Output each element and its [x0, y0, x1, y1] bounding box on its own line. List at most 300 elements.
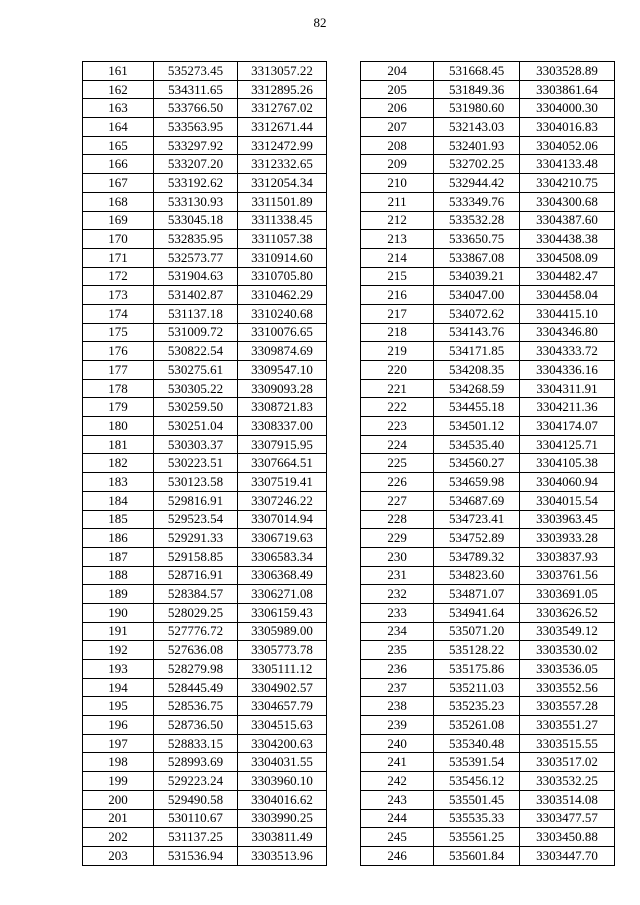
- point-number-cell: 161: [83, 62, 154, 81]
- x-coordinate-cell: 528029.25: [154, 603, 238, 622]
- y-coordinate-cell: 3303528.89: [520, 62, 615, 81]
- point-number-cell: 176: [83, 342, 154, 361]
- table-row: [83, 772, 327, 791]
- y-coordinate-cell: 3304346.80: [520, 323, 615, 342]
- table-row: [361, 566, 615, 585]
- coordinate-table-right: [360, 61, 615, 866]
- table-row: [83, 510, 327, 529]
- y-coordinate-cell: 3303837.93: [520, 547, 615, 566]
- y-coordinate-cell: 3309547.10: [238, 361, 327, 380]
- table-row: [83, 118, 327, 137]
- y-coordinate-cell: 3305111.12: [238, 660, 327, 679]
- x-coordinate-cell: 528536.75: [154, 697, 238, 716]
- point-number-cell: 169: [83, 211, 154, 230]
- x-coordinate-cell: 535261.08: [434, 716, 520, 735]
- table-row: [361, 491, 615, 510]
- point-number-cell: 210: [361, 174, 434, 193]
- table-row: [83, 304, 327, 323]
- point-number-cell: 230: [361, 547, 434, 566]
- table-row: [83, 734, 327, 753]
- point-number-cell: 216: [361, 286, 434, 305]
- x-coordinate-cell: 532835.95: [154, 230, 238, 249]
- table-row: [361, 641, 615, 660]
- table-row: [83, 828, 327, 847]
- y-coordinate-cell: 3303933.28: [520, 529, 615, 548]
- point-number-cell: 191: [83, 622, 154, 641]
- point-number-cell: 233: [361, 603, 434, 622]
- point-number-cell: 224: [361, 435, 434, 454]
- x-coordinate-cell: 535340.48: [434, 734, 520, 753]
- point-number-cell: 242: [361, 772, 434, 791]
- table-row: [361, 678, 615, 697]
- point-number-cell: 185: [83, 510, 154, 529]
- point-number-cell: 184: [83, 491, 154, 510]
- table-row: [83, 716, 327, 735]
- y-coordinate-cell: 3312332.65: [238, 155, 327, 174]
- y-coordinate-cell: 3312054.34: [238, 174, 327, 193]
- point-number-cell: 215: [361, 267, 434, 286]
- table-row: [361, 790, 615, 809]
- x-coordinate-cell: 531849.36: [434, 80, 520, 99]
- table-row: [361, 342, 615, 361]
- table-row: [83, 248, 327, 267]
- x-coordinate-cell: 528384.57: [154, 585, 238, 604]
- point-number-cell: 225: [361, 454, 434, 473]
- x-coordinate-cell: 534208.35: [434, 361, 520, 380]
- page-number: 82: [313, 15, 327, 30]
- table-row: [361, 267, 615, 286]
- x-coordinate-cell: 534039.21: [434, 267, 520, 286]
- x-coordinate-cell: 535601.84: [434, 846, 520, 865]
- table-row: [361, 660, 615, 679]
- table-row: [361, 417, 615, 436]
- coordinate-table-left: [82, 61, 327, 866]
- x-coordinate-cell: 533130.93: [154, 192, 238, 211]
- table-row: [83, 585, 327, 604]
- table-row: [83, 80, 327, 99]
- y-coordinate-cell: 3304336.16: [520, 361, 615, 380]
- y-coordinate-cell: 3304015.54: [520, 491, 615, 510]
- point-number-cell: 195: [83, 697, 154, 716]
- point-number-cell: 229: [361, 529, 434, 548]
- point-number-cell: 241: [361, 753, 434, 772]
- table-row: [83, 697, 327, 716]
- table-row: [83, 660, 327, 679]
- y-coordinate-cell: 3312472.99: [238, 136, 327, 155]
- table-row: [83, 790, 327, 809]
- y-coordinate-cell: 3303691.05: [520, 585, 615, 604]
- x-coordinate-cell: 534871.07: [434, 585, 520, 604]
- y-coordinate-cell: 3304508.09: [520, 248, 615, 267]
- y-coordinate-cell: 3304052.06: [520, 136, 615, 155]
- point-number-cell: 223: [361, 417, 434, 436]
- table-row: [361, 62, 615, 81]
- point-number-cell: 164: [83, 118, 154, 137]
- y-coordinate-cell: 3310705.80: [238, 267, 327, 286]
- y-coordinate-cell: 3304333.72: [520, 342, 615, 361]
- point-number-cell: 188: [83, 566, 154, 585]
- table-row: [83, 417, 327, 436]
- point-number-cell: 202: [83, 828, 154, 847]
- table-row: [83, 230, 327, 249]
- table-row: [361, 174, 615, 193]
- point-number-cell: 183: [83, 473, 154, 492]
- point-number-cell: 198: [83, 753, 154, 772]
- table-row: [83, 136, 327, 155]
- table-row: [83, 62, 327, 81]
- y-coordinate-cell: 3303626.52: [520, 603, 615, 622]
- table-row: [83, 603, 327, 622]
- table-row: [83, 846, 327, 865]
- table-row: [361, 603, 615, 622]
- y-coordinate-cell: 3303515.55: [520, 734, 615, 753]
- table-row: [361, 510, 615, 529]
- point-number-cell: 163: [83, 99, 154, 118]
- x-coordinate-cell: 530251.04: [154, 417, 238, 436]
- table-row: [83, 753, 327, 772]
- point-number-cell: 181: [83, 435, 154, 454]
- y-coordinate-cell: 3303811.49: [238, 828, 327, 847]
- y-coordinate-cell: 3303861.64: [520, 80, 615, 99]
- y-coordinate-cell: 3303536.05: [520, 660, 615, 679]
- y-coordinate-cell: 3304016.62: [238, 790, 327, 809]
- point-number-cell: 175: [83, 323, 154, 342]
- point-number-cell: 240: [361, 734, 434, 753]
- y-coordinate-cell: 3303990.25: [238, 809, 327, 828]
- point-number-cell: 208: [361, 136, 434, 155]
- table-row: [361, 622, 615, 641]
- y-coordinate-cell: 3306159.43: [238, 603, 327, 622]
- x-coordinate-cell: 534171.85: [434, 342, 520, 361]
- table-row: [361, 529, 615, 548]
- x-coordinate-cell: 534072.62: [434, 304, 520, 323]
- table-row: [83, 491, 327, 510]
- x-coordinate-cell: 534311.65: [154, 80, 238, 99]
- y-coordinate-cell: 3307664.51: [238, 454, 327, 473]
- x-coordinate-cell: 535128.22: [434, 641, 520, 660]
- x-coordinate-cell: 530305.22: [154, 379, 238, 398]
- y-coordinate-cell: 3303557.28: [520, 697, 615, 716]
- y-coordinate-cell: 3304902.57: [238, 678, 327, 697]
- x-coordinate-cell: 528993.69: [154, 753, 238, 772]
- x-coordinate-cell: 528736.50: [154, 716, 238, 735]
- point-number-cell: 205: [361, 80, 434, 99]
- x-coordinate-cell: 532944.42: [434, 174, 520, 193]
- table-row: [83, 435, 327, 454]
- point-number-cell: 235: [361, 641, 434, 660]
- x-coordinate-cell: 534047.00: [434, 286, 520, 305]
- y-coordinate-cell: 3304031.55: [238, 753, 327, 772]
- point-number-cell: 172: [83, 267, 154, 286]
- x-coordinate-cell: 533297.92: [154, 136, 238, 155]
- x-coordinate-cell: 534687.69: [434, 491, 520, 510]
- x-coordinate-cell: 534941.64: [434, 603, 520, 622]
- point-number-cell: 167: [83, 174, 154, 193]
- x-coordinate-cell: 528279.98: [154, 660, 238, 679]
- y-coordinate-cell: 3304210.75: [520, 174, 615, 193]
- x-coordinate-cell: 531980.60: [434, 99, 520, 118]
- x-coordinate-cell: 533207.20: [154, 155, 238, 174]
- point-number-cell: 218: [361, 323, 434, 342]
- point-number-cell: 222: [361, 398, 434, 417]
- y-coordinate-cell: 3303963.45: [520, 510, 615, 529]
- y-coordinate-cell: 3304387.60: [520, 211, 615, 230]
- y-coordinate-cell: 3303761.56: [520, 566, 615, 585]
- x-coordinate-cell: 529816.91: [154, 491, 238, 510]
- y-coordinate-cell: 3303549.12: [520, 622, 615, 641]
- y-coordinate-cell: 3309093.28: [238, 379, 327, 398]
- y-coordinate-cell: 3304415.10: [520, 304, 615, 323]
- y-coordinate-cell: 3304016.83: [520, 118, 615, 137]
- y-coordinate-cell: 3304060.94: [520, 473, 615, 492]
- point-number-cell: 194: [83, 678, 154, 697]
- point-number-cell: 228: [361, 510, 434, 529]
- y-coordinate-cell: 3304482.47: [520, 267, 615, 286]
- point-number-cell: 234: [361, 622, 434, 641]
- table-row: [361, 136, 615, 155]
- y-coordinate-cell: 3308337.00: [238, 417, 327, 436]
- table-row: [83, 211, 327, 230]
- table-row: [83, 99, 327, 118]
- y-coordinate-cell: 3309874.69: [238, 342, 327, 361]
- x-coordinate-cell: 527776.72: [154, 622, 238, 641]
- y-coordinate-cell: 3305989.00: [238, 622, 327, 641]
- table-row: [361, 99, 615, 118]
- table-row: [83, 192, 327, 211]
- y-coordinate-cell: 3306271.08: [238, 585, 327, 604]
- y-coordinate-cell: 3304000.30: [520, 99, 615, 118]
- x-coordinate-cell: 534823.60: [434, 566, 520, 585]
- table-row: [361, 828, 615, 847]
- x-coordinate-cell: 532143.03: [434, 118, 520, 137]
- y-coordinate-cell: 3308721.83: [238, 398, 327, 417]
- table-row: [361, 192, 615, 211]
- point-number-cell: 226: [361, 473, 434, 492]
- table-row: [361, 304, 615, 323]
- point-number-cell: 232: [361, 585, 434, 604]
- y-coordinate-cell: 3304515.63: [238, 716, 327, 735]
- point-number-cell: 179: [83, 398, 154, 417]
- y-coordinate-cell: 3303530.02: [520, 641, 615, 660]
- y-coordinate-cell: 3307246.22: [238, 491, 327, 510]
- table-row: [361, 772, 615, 791]
- y-coordinate-cell: 3303517.02: [520, 753, 615, 772]
- point-number-cell: 206: [361, 99, 434, 118]
- x-coordinate-cell: 530275.61: [154, 361, 238, 380]
- table-row: [83, 809, 327, 828]
- x-coordinate-cell: 529291.33: [154, 529, 238, 548]
- y-coordinate-cell: 3304438.38: [520, 230, 615, 249]
- x-coordinate-cell: 535273.45: [154, 62, 238, 81]
- point-number-cell: 193: [83, 660, 154, 679]
- table-row: [361, 716, 615, 735]
- point-number-cell: 174: [83, 304, 154, 323]
- y-coordinate-cell: 3303552.56: [520, 678, 615, 697]
- x-coordinate-cell: 534659.98: [434, 473, 520, 492]
- x-coordinate-cell: 534501.12: [434, 417, 520, 436]
- y-coordinate-cell: 3303551.27: [520, 716, 615, 735]
- x-coordinate-cell: 534723.41: [434, 510, 520, 529]
- point-number-cell: 239: [361, 716, 434, 735]
- x-coordinate-cell: 535235.23: [434, 697, 520, 716]
- x-coordinate-cell: 534752.89: [434, 529, 520, 548]
- table-row: [83, 529, 327, 548]
- table-row: [361, 697, 615, 716]
- point-number-cell: 245: [361, 828, 434, 847]
- point-number-cell: 182: [83, 454, 154, 473]
- y-coordinate-cell: 3304174.07: [520, 417, 615, 436]
- table-row: [361, 155, 615, 174]
- table-row: [83, 678, 327, 697]
- point-number-cell: 177: [83, 361, 154, 380]
- y-coordinate-cell: 3303514.08: [520, 790, 615, 809]
- table-row: [361, 286, 615, 305]
- x-coordinate-cell: 528445.49: [154, 678, 238, 697]
- y-coordinate-cell: 3304311.91: [520, 379, 615, 398]
- point-number-cell: 168: [83, 192, 154, 211]
- x-coordinate-cell: 529490.58: [154, 790, 238, 809]
- y-coordinate-cell: 3304133.48: [520, 155, 615, 174]
- x-coordinate-cell: 530303.37: [154, 435, 238, 454]
- table-row: [83, 547, 327, 566]
- point-number-cell: 246: [361, 846, 434, 865]
- y-coordinate-cell: 3312767.02: [238, 99, 327, 118]
- x-coordinate-cell: 529523.54: [154, 510, 238, 529]
- point-number-cell: 244: [361, 809, 434, 828]
- table-row: [361, 473, 615, 492]
- table-row: [83, 473, 327, 492]
- y-coordinate-cell: 3311338.45: [238, 211, 327, 230]
- point-number-cell: 221: [361, 379, 434, 398]
- y-coordinate-cell: 3306368.49: [238, 566, 327, 585]
- table-row: [361, 230, 615, 249]
- point-number-cell: 231: [361, 566, 434, 585]
- x-coordinate-cell: 531402.87: [154, 286, 238, 305]
- x-coordinate-cell: 535561.25: [434, 828, 520, 847]
- x-coordinate-cell: 532401.93: [434, 136, 520, 155]
- x-coordinate-cell: 530223.51: [154, 454, 238, 473]
- table-row: [361, 809, 615, 828]
- point-number-cell: 203: [83, 846, 154, 865]
- x-coordinate-cell: 532702.25: [434, 155, 520, 174]
- y-coordinate-cell: 3304300.68: [520, 192, 615, 211]
- x-coordinate-cell: 530123.58: [154, 473, 238, 492]
- x-coordinate-cell: 535071.20: [434, 622, 520, 641]
- table-row: [361, 323, 615, 342]
- point-number-cell: 243: [361, 790, 434, 809]
- y-coordinate-cell: 3304458.04: [520, 286, 615, 305]
- x-coordinate-cell: 531536.94: [154, 846, 238, 865]
- table-row: [361, 248, 615, 267]
- point-number-cell: 204: [361, 62, 434, 81]
- point-number-cell: 200: [83, 790, 154, 809]
- x-coordinate-cell: 535501.45: [434, 790, 520, 809]
- point-number-cell: 207: [361, 118, 434, 137]
- point-number-cell: 162: [83, 80, 154, 99]
- table-row: [83, 641, 327, 660]
- point-number-cell: 180: [83, 417, 154, 436]
- point-number-cell: 192: [83, 641, 154, 660]
- point-number-cell: 197: [83, 734, 154, 753]
- table-row: [361, 80, 615, 99]
- x-coordinate-cell: 533766.50: [154, 99, 238, 118]
- y-coordinate-cell: 3311501.89: [238, 192, 327, 211]
- x-coordinate-cell: 533192.62: [154, 174, 238, 193]
- table-row: [361, 398, 615, 417]
- y-coordinate-cell: 3307915.95: [238, 435, 327, 454]
- x-coordinate-cell: 531137.18: [154, 304, 238, 323]
- x-coordinate-cell: 530822.54: [154, 342, 238, 361]
- y-coordinate-cell: 3304105.38: [520, 454, 615, 473]
- x-coordinate-cell: 533650.75: [434, 230, 520, 249]
- x-coordinate-cell: 535535.33: [434, 809, 520, 828]
- point-number-cell: 201: [83, 809, 154, 828]
- x-coordinate-cell: 534455.18: [434, 398, 520, 417]
- y-coordinate-cell: 3306583.34: [238, 547, 327, 566]
- y-coordinate-cell: 3311057.38: [238, 230, 327, 249]
- point-number-cell: 220: [361, 361, 434, 380]
- x-coordinate-cell: 533045.18: [154, 211, 238, 230]
- point-number-cell: 186: [83, 529, 154, 548]
- point-number-cell: 190: [83, 603, 154, 622]
- point-number-cell: 238: [361, 697, 434, 716]
- table-row: [361, 753, 615, 772]
- table-row: [361, 435, 615, 454]
- x-coordinate-cell: 533867.08: [434, 248, 520, 267]
- point-number-cell: 178: [83, 379, 154, 398]
- y-coordinate-cell: 3310914.60: [238, 248, 327, 267]
- y-coordinate-cell: 3303450.88: [520, 828, 615, 847]
- table-row: [83, 361, 327, 380]
- table-row: [83, 267, 327, 286]
- y-coordinate-cell: 3303477.57: [520, 809, 615, 828]
- table-row: [83, 323, 327, 342]
- x-coordinate-cell: 528716.91: [154, 566, 238, 585]
- y-coordinate-cell: 3312895.26: [238, 80, 327, 99]
- point-number-cell: 217: [361, 304, 434, 323]
- table-row: [83, 342, 327, 361]
- x-coordinate-cell: 535391.54: [434, 753, 520, 772]
- x-coordinate-cell: 534143.76: [434, 323, 520, 342]
- y-coordinate-cell: 3307519.41: [238, 473, 327, 492]
- y-coordinate-cell: 3313057.22: [238, 62, 327, 81]
- point-number-cell: 196: [83, 716, 154, 735]
- x-coordinate-cell: 531668.45: [434, 62, 520, 81]
- x-coordinate-cell: 533563.95: [154, 118, 238, 137]
- point-number-cell: 173: [83, 286, 154, 305]
- point-number-cell: 211: [361, 192, 434, 211]
- point-number-cell: 166: [83, 155, 154, 174]
- table-row: [361, 361, 615, 380]
- x-coordinate-cell: 532573.77: [154, 248, 238, 267]
- point-number-cell: 199: [83, 772, 154, 791]
- x-coordinate-cell: 529223.24: [154, 772, 238, 791]
- table-row: [83, 566, 327, 585]
- table-row: [83, 155, 327, 174]
- point-number-cell: 171: [83, 248, 154, 267]
- y-coordinate-cell: 3310462.29: [238, 286, 327, 305]
- x-coordinate-cell: 533349.76: [434, 192, 520, 211]
- x-coordinate-cell: 534535.40: [434, 435, 520, 454]
- table-row: [361, 846, 615, 865]
- table-row: [83, 398, 327, 417]
- point-number-cell: 170: [83, 230, 154, 249]
- x-coordinate-cell: 531009.72: [154, 323, 238, 342]
- x-coordinate-cell: 531137.25: [154, 828, 238, 847]
- table-row: [83, 622, 327, 641]
- x-coordinate-cell: 530110.67: [154, 809, 238, 828]
- table-row: [83, 174, 327, 193]
